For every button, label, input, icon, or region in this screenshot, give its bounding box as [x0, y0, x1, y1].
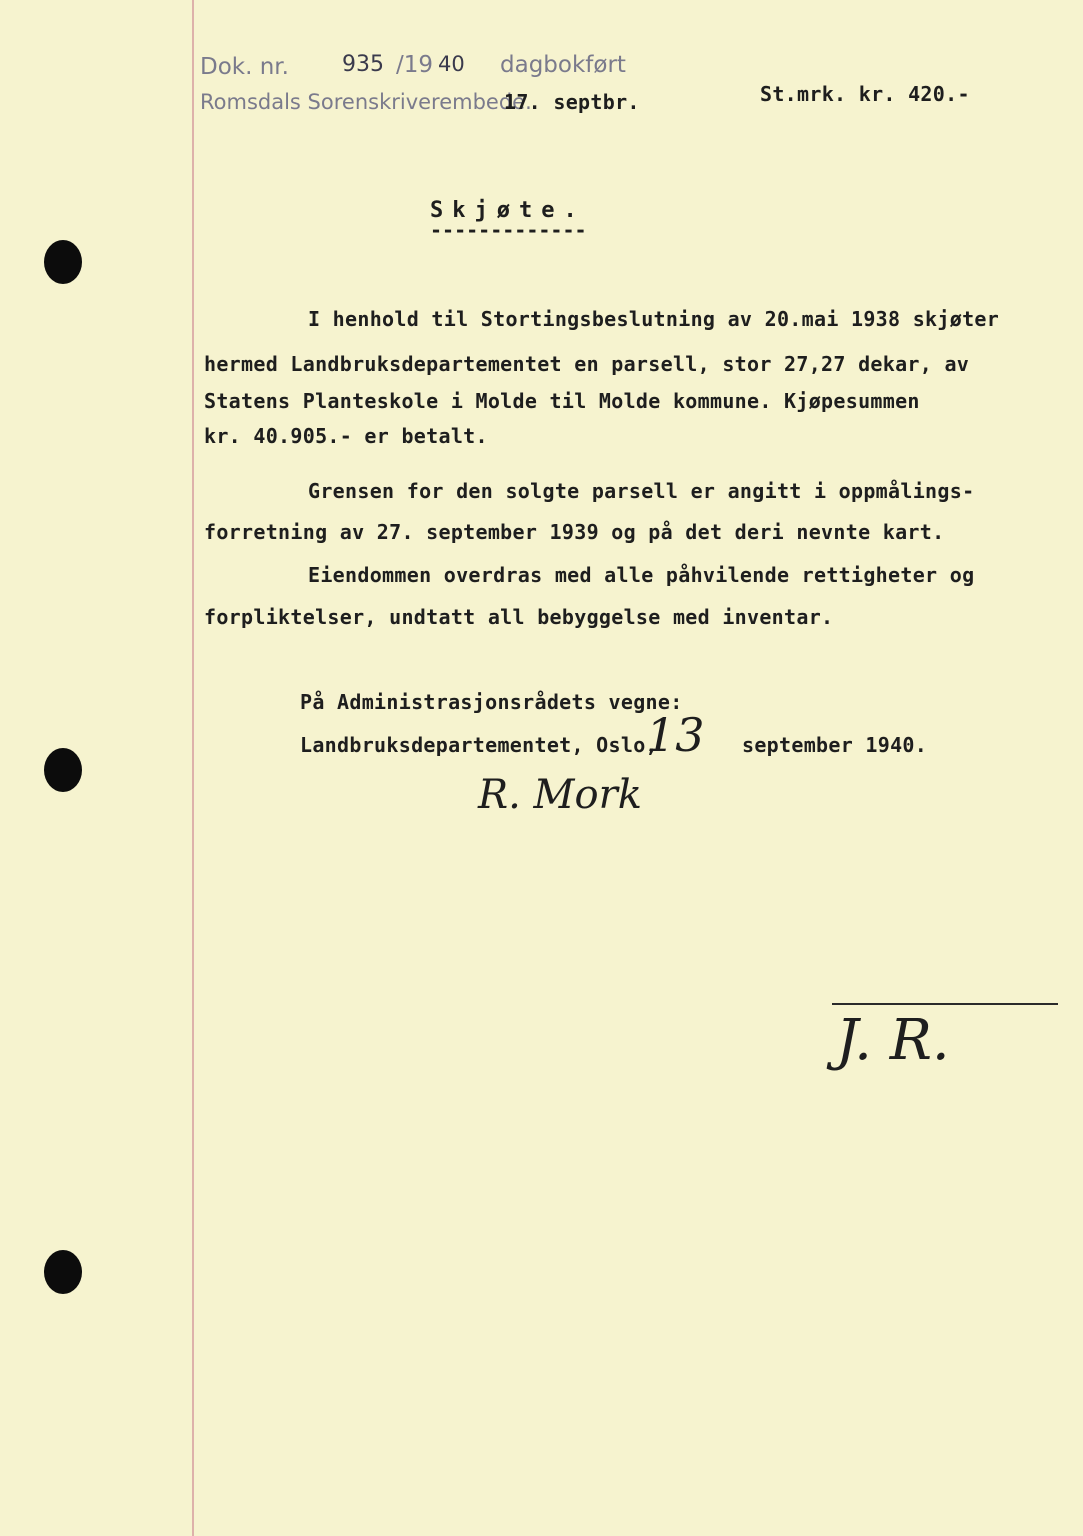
- body-line: I henhold til Stortingsbeslutning av 20.mai 1938 skjøter: [308, 307, 1000, 331]
- body-line: Statens Planteskole i Molde til Molde kommune. Kjøpesummen: [204, 389, 920, 413]
- stamp-slash-year: /19: [396, 52, 434, 78]
- punch-hole: [44, 240, 82, 284]
- stamp-office: Romsdals Sorenskriverembede.: [200, 90, 532, 114]
- body-line: hermed Landbruksdepartementet en parsell, stor 27,27 dekar, av: [204, 352, 970, 376]
- body-line: Eiendommen overdras med alle påhvilende rettigheter og: [308, 563, 975, 587]
- handwritten-signature: R. Mork: [478, 772, 642, 818]
- signature-line-place: Landbruksdepartementet, Oslo,: [300, 733, 658, 757]
- margin-line: [192, 0, 194, 1536]
- title-underline: -------------: [430, 218, 587, 242]
- body-line: kr. 40.905.- er betalt.: [204, 424, 488, 448]
- handwritten-initials: J. R.: [836, 1008, 950, 1073]
- stamp-dagbokfort: dagbokført: [500, 52, 626, 78]
- signature-line-date: september 1940.: [742, 733, 928, 757]
- stamp-date: 17. septbr.: [504, 90, 640, 114]
- signature-line-authority: På Administrasjonsrådets vegne:: [300, 690, 683, 714]
- punch-hole: [44, 748, 82, 792]
- initials-rule: [832, 1003, 1058, 1005]
- body-line: Grensen for den solgte parsell er angitt i oppmålings-: [308, 479, 975, 503]
- stamp-number: 935: [342, 52, 384, 77]
- stamp-duty: St.mrk. kr. 420.-: [760, 82, 970, 106]
- document-title: Skjøte.: [430, 198, 586, 223]
- handwritten-day: 13: [646, 708, 705, 762]
- stamp-dok-label: Dok. nr.: [200, 54, 289, 80]
- body-line: forretning av 27. september 1939 og på det deri nevnte kart.: [204, 520, 945, 544]
- body-line: forpliktelser, undtatt all bebyggelse med inventar.: [204, 605, 834, 629]
- stamp-year-suffix: 40: [438, 52, 465, 76]
- punch-hole: [44, 1250, 82, 1294]
